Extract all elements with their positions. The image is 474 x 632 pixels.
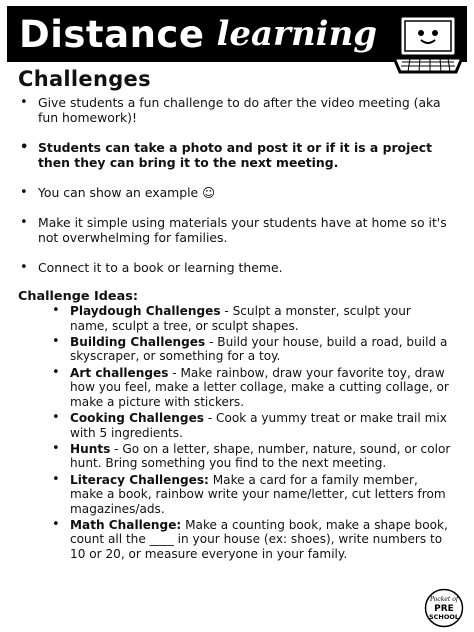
idea-item xyxy=(52,304,452,333)
logo-icon xyxy=(424,588,464,628)
idea-text: - Build your house, build a road, build a skyscraper, or something for a toy. xyxy=(70,334,448,364)
idea-text: - Cook a yummy treat or make trail mix with 5 ingredients. xyxy=(70,410,447,440)
idea-item xyxy=(52,518,452,562)
bullet-item: • Students can take a photo and post it or if it is a project then they can bring it to the next meeting. xyxy=(18,140,458,170)
idea-item xyxy=(52,442,452,471)
idea-item xyxy=(52,473,452,517)
idea-text: - Make rainbow, draw your favorite toy, draw how you feel, make a letter collage, make a cutting collage, or make a picture with stickers. xyxy=(70,365,449,409)
idea-name: Playdough Challenges xyxy=(70,304,221,318)
idea-name: Building Challenges xyxy=(70,334,206,349)
section-heading: Challenges xyxy=(18,67,151,91)
idea-text: Make a counting book, make a shape book, count all the ____ in your house (ex: shoes), write numbers to 10 or 20, or measure everyone in your family. xyxy=(70,517,448,562)
idea-name: Cooking Challenges xyxy=(70,410,204,425)
idea-text: Make a card for a family member, make a book, rainbow write your name/letter, cut letters from magazines/ads. xyxy=(70,472,446,516)
idea-text: - Sculpt a monster, sculpt your name, sculpt a tree, or sculpt shapes. xyxy=(70,304,411,333)
idea-name: Literacy Challenges: xyxy=(70,472,209,487)
idea-text: - Go on a letter, shape, number, nature, sound, or color hunt. Bring something you find to the next meeting. xyxy=(70,441,451,471)
logo-line2: PRE xyxy=(434,604,454,614)
bullet-item: • Give students a fun challenge to do after the video meeting (aka fun homework)! xyxy=(18,95,458,125)
idea-name: Hunts xyxy=(70,441,111,456)
ideas-list xyxy=(52,304,452,562)
ideas-heading: Challenge Ideas: xyxy=(18,289,138,304)
idea-item xyxy=(52,411,452,440)
bullet-item: • You can show an example ☺ xyxy=(18,185,458,200)
title-script: learning xyxy=(216,14,378,54)
logo-line1: Pocket of xyxy=(429,596,459,603)
title-main: Distance xyxy=(19,12,205,56)
bullet-item: • Make it simple using materials your students have at home so it's not overwhelming for families. xyxy=(18,215,458,245)
content xyxy=(18,67,458,563)
bullet-item: • Connect it to a book or learning theme. xyxy=(18,260,458,275)
idea-name: Math Challenge: xyxy=(70,517,182,532)
idea-name: Art challenges xyxy=(70,365,169,380)
idea-item xyxy=(52,366,452,410)
idea-item xyxy=(52,335,452,364)
challenge-bullets xyxy=(18,95,458,275)
logo-line3: SCHOOL xyxy=(428,613,460,621)
